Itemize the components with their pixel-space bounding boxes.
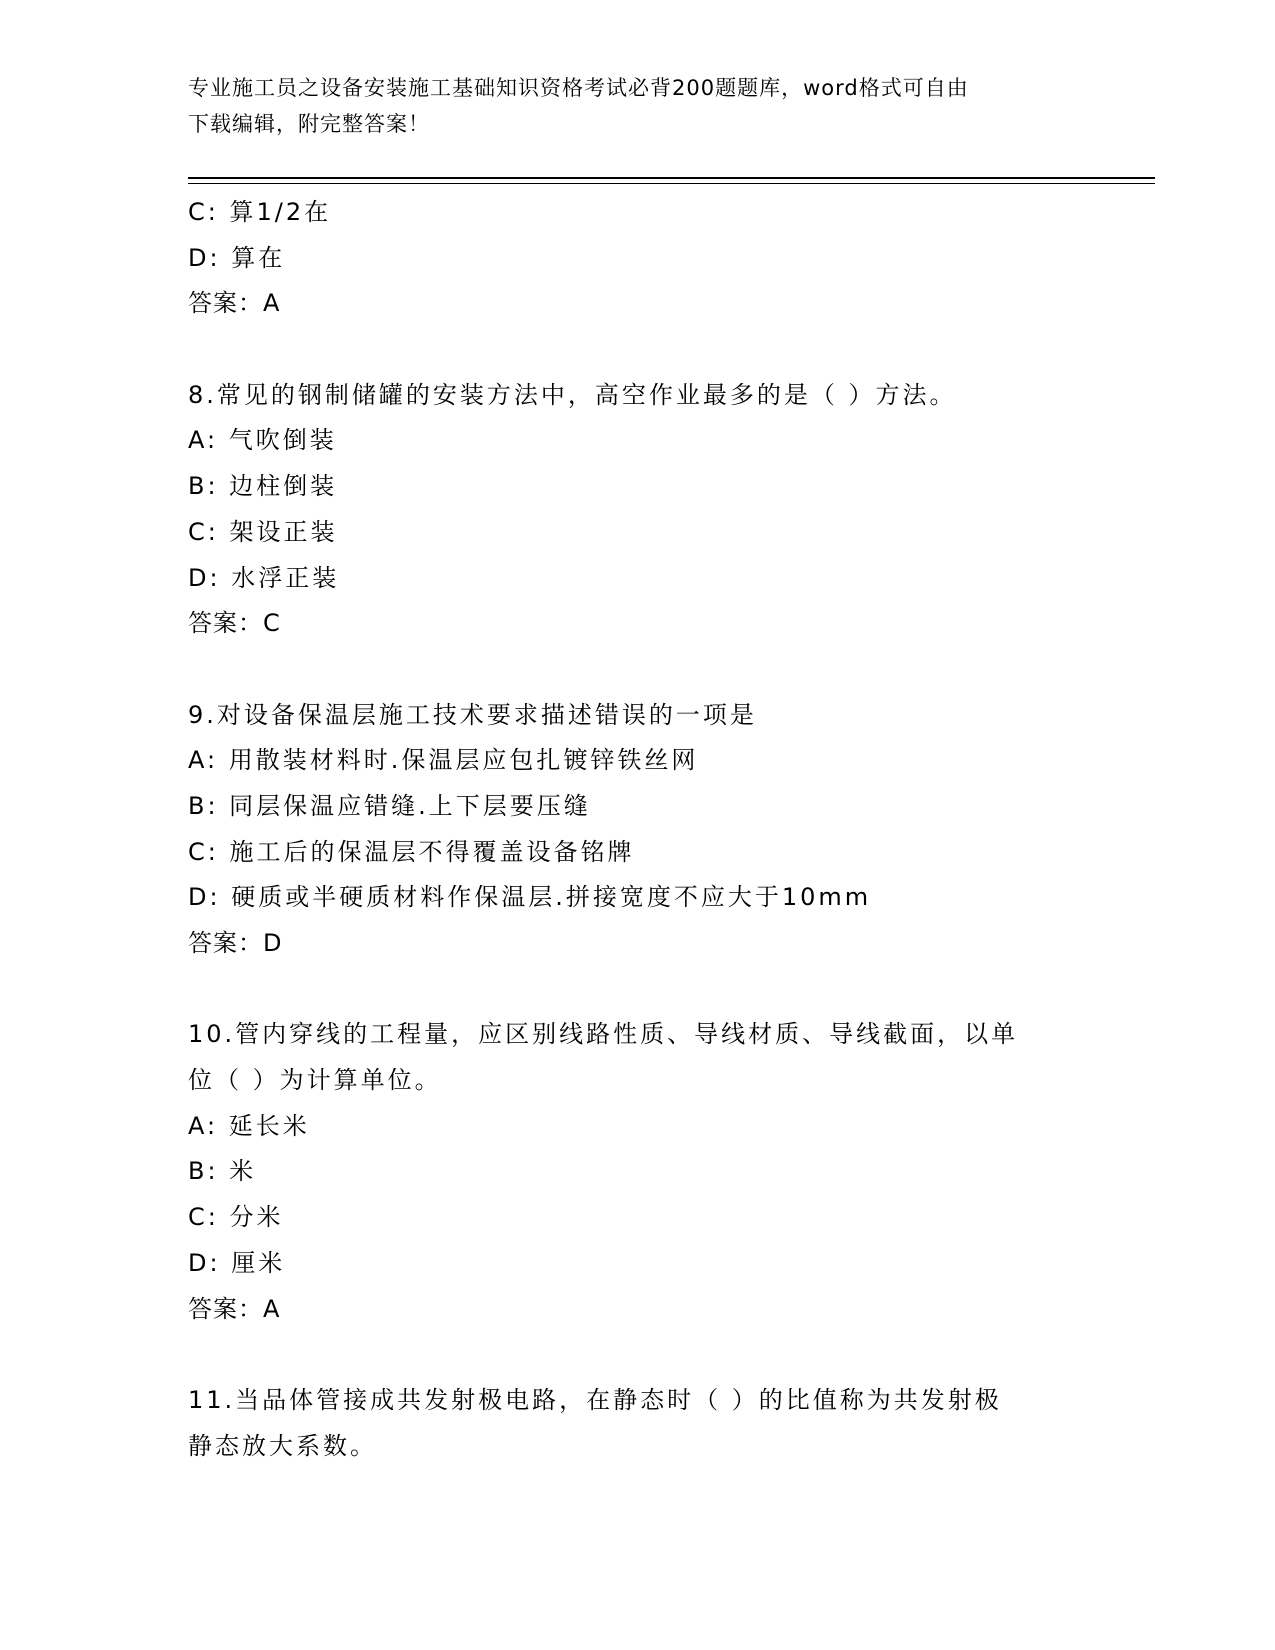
q8-option-b: B: 边柱倒装 [188,472,338,501]
q10-stem-line-1: 10.管内穿线的工程量，应区别线路性质、导线材质、导线截面，以单 [188,1020,1019,1049]
q10-stem-line-2: 位（ ）为计算单位。 [188,1066,442,1095]
header-line-1: 专业施工员之设备安装施工基础知识资格考试必背200题题库，word格式可自由 [188,76,969,100]
q9-option-d: D: 硬质或半硬质材料作保温层.拼接宽度不应大于10mm [188,883,872,912]
header-divider-thick [188,177,1155,179]
q10-answer: 答案：A [188,1294,281,1323]
q8-stem: 8.常见的钢制储罐的安装方法中，高空作业最多的是（ ）方法。 [188,380,957,409]
q10-option-c: C: 分米 [188,1203,284,1232]
q9-answer: 答案：D [188,929,283,957]
q10-option-d: D: 厘米 [188,1248,286,1277]
q7-option-d: D: 算在 [188,243,286,272]
q11-stem-line-1: 11.当品体管接成共发射极电路，在静态时（ ）的比值称为共发射极 [188,1385,1002,1414]
spacer [188,967,1088,1013]
q8-option-a: A: 气吹倒装 [188,426,337,455]
q9-option-c: C: 施工后的保温层不得覆盖设备铭牌 [188,837,635,866]
q9-option-a: A: 用散装材料时.保温层应包扎镀锌铁丝网 [188,746,699,775]
q8-answer: 答案：C [188,609,281,638]
q9-option-b: B: 同层保温应错缝.上下层要压缝 [188,791,591,820]
document-header [188,70,1068,142]
header-line-2: 下载编辑，附完整答案！ [188,112,430,136]
question-list [188,190,1088,1469]
q7-option-c: C: 算1/2在 [188,198,332,226]
spacer [188,647,1088,693]
q11-stem-line-2: 静态放大系数。 [188,1431,377,1460]
header-divider-thin [188,183,1155,184]
q8-option-c: C: 架设正装 [188,517,338,546]
q7-answer: 答案：A [188,289,281,318]
q10-option-b: B: 米 [188,1157,257,1186]
q8-option-d: D: 水浮正装 [188,563,340,592]
spacer [188,1332,1088,1378]
q9-stem: 9.对设备保温层施工技术要求描述错误的一项是 [188,700,757,729]
q10-option-a: A: 延长米 [188,1111,310,1140]
spacer [188,327,1088,373]
